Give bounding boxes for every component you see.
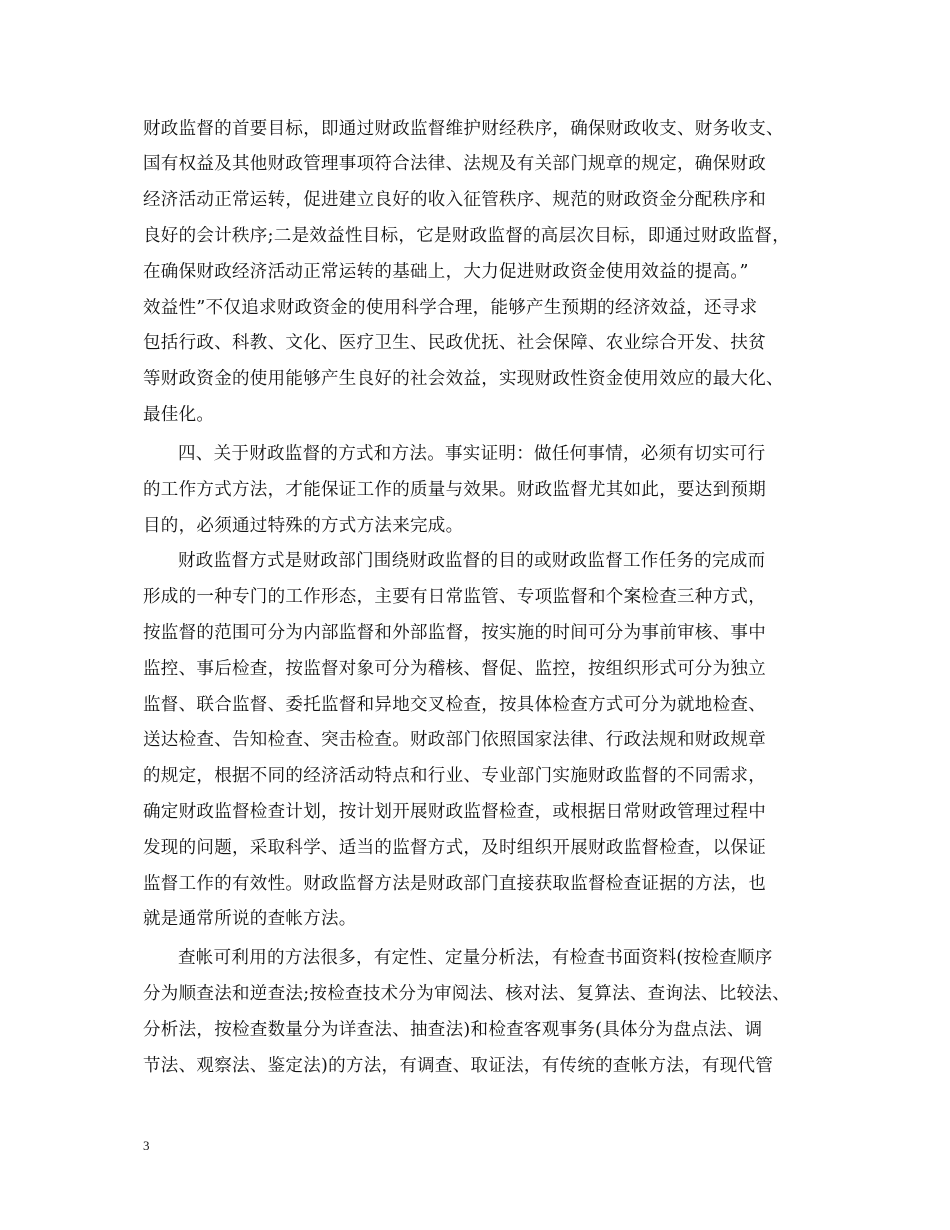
text-line: 最佳化。: [143, 405, 215, 425]
page-number: 3: [143, 1138, 150, 1153]
text-line: 发现的问题，采取科学、适当的监督方式，及时组织开展财政监督检查，以保证: [143, 838, 766, 858]
text-line: 监控、事后检查，按监督对象可分为稽核、督促、监控，按组织形式可分为独立: [143, 659, 766, 679]
text-line: 节法、观察法、鉴定法)的方法，有调查、取证法，有传统的查帐方法，有现代管: [143, 1056, 774, 1076]
text-line: 效益性”不仅追求财政资金的使用科学合理，能够产生预期的经济效益，还寻求: [143, 298, 758, 318]
text-line: 监督、联合监督、委托监督和异地交叉检查，按具体检查方式可分为就地检查、: [143, 695, 766, 715]
text-line: 目的，必须通过特殊的方式方法来完成。: [143, 516, 464, 536]
text-line: 包括行政、科教、文化、医疗卫生、民政优抚、社会保障、农业综合开发、扶贫: [143, 333, 766, 353]
text-line: 分析法，按检查数量分为详查法、抽查法)和检查客观事务(具体分为盘点法、调: [143, 1020, 763, 1040]
text-line: 按监督的范围可分为内部监督和外部监督，按实施的时间可分为事前审核、事中: [143, 623, 766, 643]
text-line: 的工作方式方法，才能保证工作的质量与效果。财政监督尤其如此，要达到预期: [143, 480, 766, 500]
text-line: 确定财政监督检查计划，按计划开展财政监督检查，或根据日常财政管理过程中: [143, 802, 766, 822]
text-line: 在确保财政经济活动正常运转的基础上，大力促进财政资金使用效益的提高。”: [143, 262, 749, 282]
text-line: 监督工作的有效性。财政监督方法是财政部门直接获取监督检查证据的方法，也: [143, 874, 766, 894]
paragraph-first-line: 查帐可利用的方法很多，有定性、定量分析法，有检查书面资料(按检查顺序: [178, 948, 773, 968]
text-line: 等财政资金的使用能够产生良好的社会效益，实现财政性资金使用效应的最大化、: [143, 369, 784, 389]
text-line: 的规定，根据不同的经济活动特点和行业、专业部门实施财政监督的不同需求，: [143, 766, 766, 786]
text-line: 形成的一种专门的工作形态，主要有日常监管、专项监督和个案检查三种方式，: [143, 587, 766, 607]
text-line: 分为顺查法和逆查法;按检查技术分为审阅法、核对法、复算法、查询法、比较法、: [143, 984, 790, 1004]
text-line: 经济活动正常运转，促进建立良好的收入征管秩序、规范的财政资金分配秩序和: [143, 190, 766, 210]
text-line: 国有权益及其他财政管理事项符合法律、法规及有关部门规章的规定，确保财政: [143, 154, 766, 174]
paragraph-first-line: 四、关于财政监督的方式和方法。事实证明：做任何事情，必须有切实可行: [178, 444, 766, 464]
text-line: 良好的会计秩序;二是效益性目标，它是财政监督的高层次目标，即通过财政监督，: [143, 226, 790, 246]
text-line: 就是通常所说的查帐方法。: [143, 909, 357, 929]
paragraph-first-line: 财政监督方式是财政部门围绕财政监督的目的或财政监督工作任务的完成而: [178, 551, 766, 571]
text-line: 送达检查、告知检查、突击检查。财政部门依照国家法律、行政法规和财政规章: [143, 730, 766, 750]
text-line: 财政监督的首要目标，即通过财政监督维护财经秩序，确保财政收支、财务收支、: [143, 119, 784, 139]
